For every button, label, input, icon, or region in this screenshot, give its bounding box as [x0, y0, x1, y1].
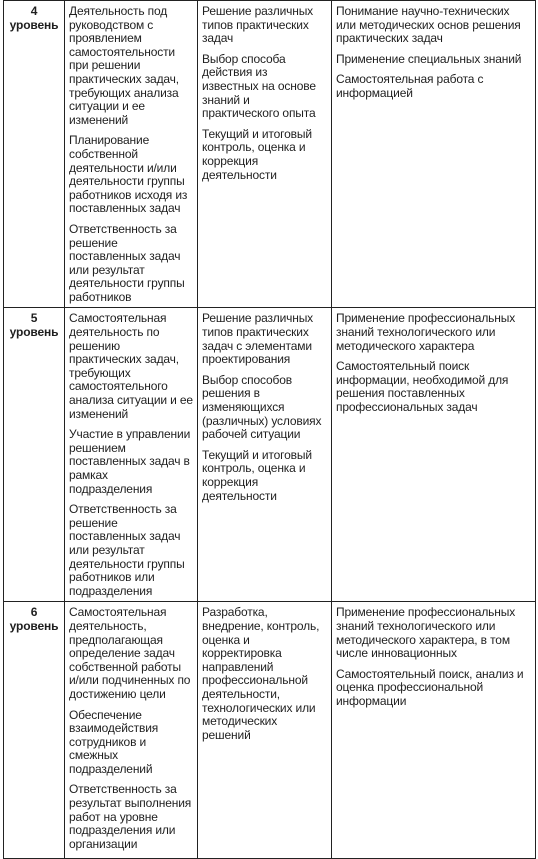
table-row — [4, 1, 536, 308]
knowledge-cell — [332, 308, 536, 602]
cell-paragraph: Ответственность за решение поставленных задач или результат деятельности группы работников или подразделения — [69, 502, 185, 598]
cell-paragraph: Применение профессиональных знаний технологического или методического характера, в том числе инновационных — [336, 605, 516, 661]
cell-paragraph: Деятельность под руководством с проявлением самостоятельности при решении практических задач, требующих анализа ситуации и ее изменений — [69, 4, 179, 127]
level-number: 4 — [30, 4, 38, 18]
level-word: уровень — [9, 618, 59, 633]
cell-paragraph: Обеспечение взаимодействия сотрудников и смежных подразделений — [69, 707, 159, 776]
level-cell — [4, 602, 65, 859]
table-row — [4, 308, 536, 602]
cell-paragraph: Самостоятельная деятельность по решению практических задач, требующих самостоятельного анализа ситуации и ее изменений — [69, 311, 193, 421]
cell-paragraph: Понимание научно-технических или методических основ решения практических задач — [336, 4, 521, 46]
authority-cell — [65, 602, 198, 859]
level-number: 6 — [30, 605, 38, 620]
cell-paragraph: Решение различных типов практических задач с элементами проектирования — [202, 311, 314, 367]
cell-paragraph: Ответственность за решение поставленных задач или результат деятельности группы работников — [69, 221, 185, 304]
skills-cell — [198, 1, 332, 308]
level-cell — [4, 1, 65, 308]
knowledge-cell — [332, 1, 536, 308]
cell-paragraph: Текущий и итоговый контроль, оценка и коррекция деятельности — [202, 447, 312, 503]
cell-paragraph: Выбор способов решения в изменяющихся (различных) условиях рабочей ситуации — [202, 372, 322, 442]
table-row — [4, 602, 536, 859]
cell-paragraph: Применение профессиональных знаний технологического или методического характера — [336, 311, 516, 353]
cell-paragraph: Решение различных типов практических задач — [202, 4, 314, 46]
knowledge-cell — [332, 602, 536, 859]
authority-cell — [65, 1, 198, 308]
skills-cell — [198, 602, 332, 859]
cell-paragraph: Самостоятельный поиск, анализ и оценка профессиональной информации — [336, 666, 524, 708]
level-word: уровень — [9, 17, 59, 32]
cell-paragraph: Текущий и итоговый контроль, оценка и коррекция деятельности — [202, 126, 312, 182]
cell-paragraph: Планирование собственной деятельности и/или деятельности группы работников исходя из поставленных задач — [69, 133, 188, 216]
cell-paragraph: Участие в управлении решением поставленных задач в рамках подразделения — [69, 427, 191, 496]
cell-paragraph: Самостоятельный поиск информации, необходимой для решения поставленных профессиональных задач — [336, 359, 509, 415]
level-number: 5 — [30, 311, 38, 326]
cell-paragraph: Разработка, внедрение, контроль, оценка и корректировка направлений профессиональной деятельности, технологических или методических решений — [202, 605, 320, 742]
cell-paragraph: Самостоятельная деятельность, предполагающая определение задач собственной работы и/или подчиненных по достижению цели — [69, 605, 191, 701]
cell-paragraph: Ответственность за результат выполнения работ на уровне подразделения или организации — [69, 782, 192, 851]
skills-cell — [198, 308, 332, 602]
cell-paragraph: Самостоятельная работа с информацией — [336, 72, 484, 100]
qualification-levels-table — [3, 0, 536, 859]
level-cell — [4, 308, 65, 602]
cell-paragraph: Применение специальных знаний — [336, 51, 522, 66]
cell-paragraph: Выбор способа действия из известных на основе знаний и практического опыта — [202, 51, 316, 121]
authority-cell — [65, 308, 198, 602]
level-word: уровень — [9, 325, 59, 340]
